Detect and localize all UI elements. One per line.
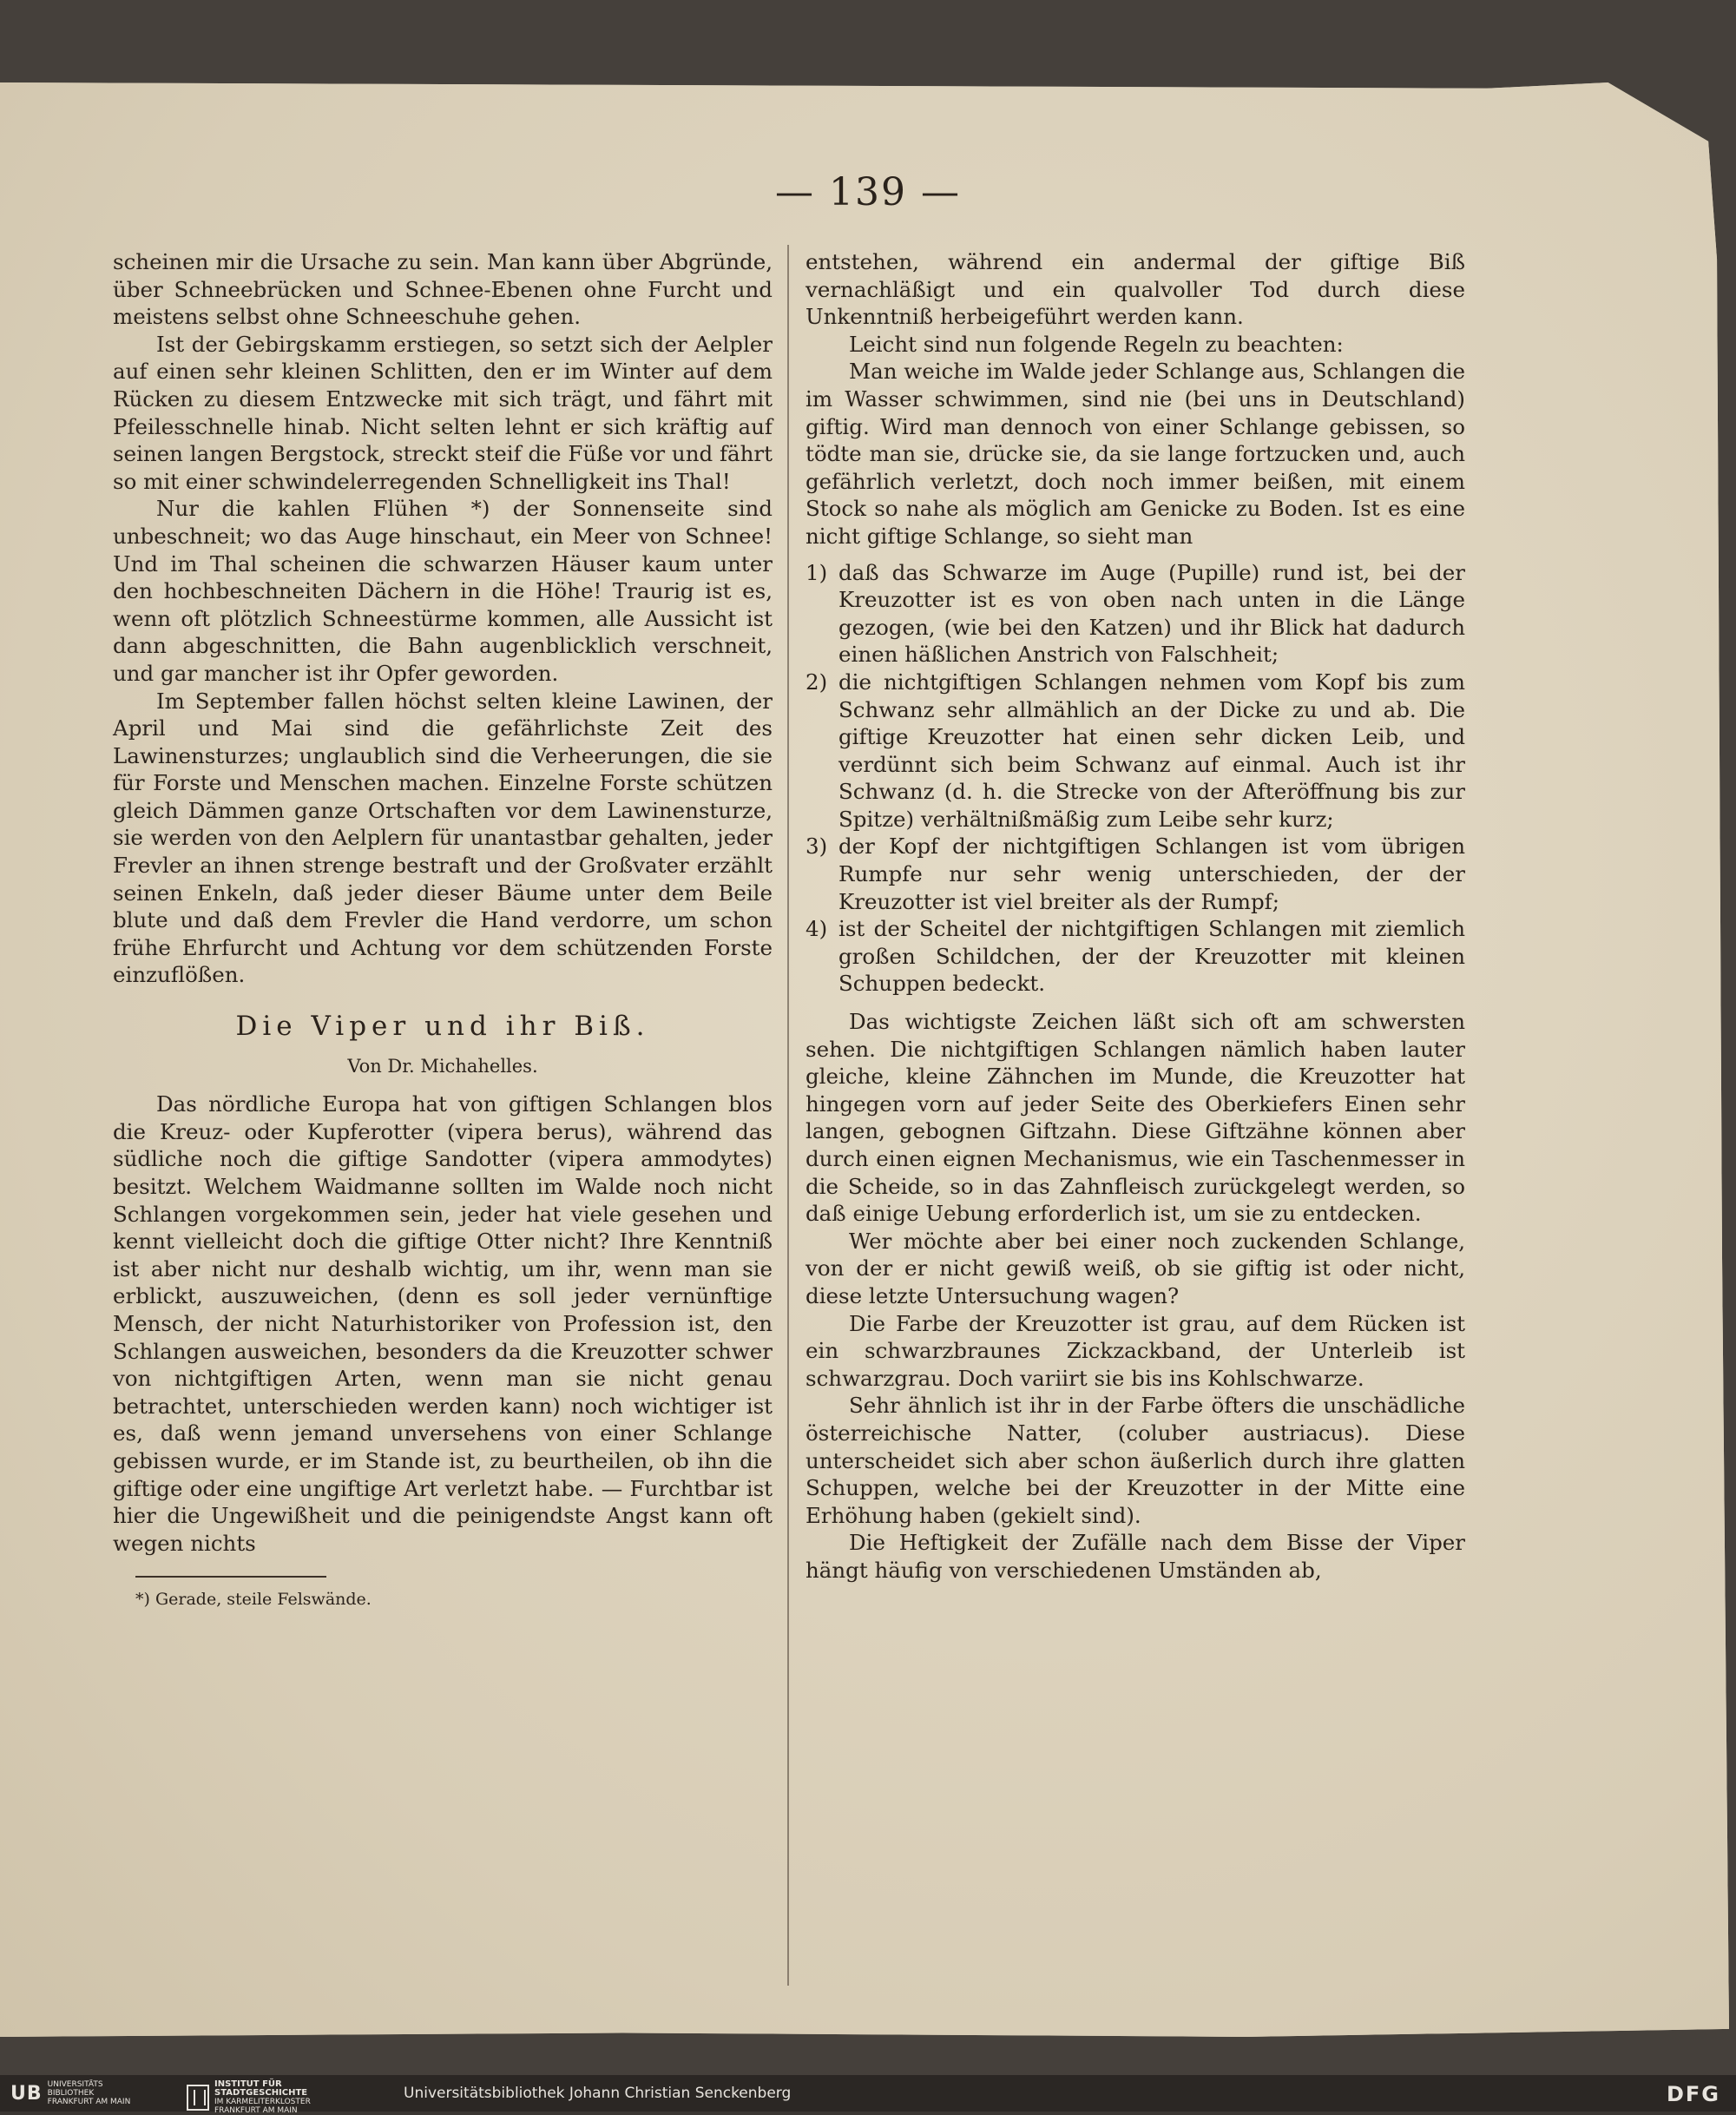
paragraph: Sehr ähnlich ist ihr in der Farbe öfters die unschädliche österreichische Natter, (coluber austriacus). Diese unterscheidet sich aber schon äußerlich durch ihre glatten Schuppen, welche bei der Kreuzotter in der Mitte eine Erhöhung haben (gekielt sind). bbox=[806, 1393, 1465, 1528]
footnote-rule bbox=[135, 1576, 326, 1578]
list-text: daß das Schwarze im Auge (Pupille) rund ist, bei der Kreuzotter ist es von oben nach unten in die Länge gezogen, (wie bei den Katzen) und ihr Blick hat dadurch einen häßlichen Anstrich von Falschheit; bbox=[838, 559, 1465, 668]
institute-line: STADTGESCHICHTE bbox=[214, 2088, 308, 2098]
footer-bar bbox=[0, 2075, 1736, 2115]
ub-logo[interactable] bbox=[10, 2080, 130, 2106]
paragraph: Die Heftigkeit der Zufälle nach dem Bisse der Viper hängt häufig von verschiedenen Umständen ab, bbox=[806, 1530, 1465, 1583]
institute-mark-icon bbox=[187, 2085, 209, 2111]
section-title: Die Viper und ihr Biß. bbox=[235, 1011, 650, 1043]
paragraph: Ist der Gebirgskamm erstiegen, so setzt sich der Aelpler auf einen sehr kleinen Schlitten, den er im Winter auf dem Rücken zu diesem Entzwecke mit sich trägt, und fährt mit Pfeilesschnelle hinab. Nicht selten lehnt er sich kräftig auf seinen langen Bergstock, streckt steif die Füße vor und fährt so mit einer schwindelerregenden Schnelligkeit ins Thal! bbox=[113, 331, 773, 494]
paragraph: entstehen, während ein andermal der giftige Biß vernachläßigt und ein qualvoller Tod durch diese Unkenntniß herbeigeführt werden kann. bbox=[806, 249, 1465, 330]
paragraph: Das wichtigste Zeichen läßt sich oft am schwersten sehen. Die nichtgiftigen Schlangen nämlich haben lauter gleiche, kleine Zähnchen im Munde, die Kreuzotter hat hingegen vorn auf jeder Seite des Oberkiefers Einen sehr langen, gebognen Giftzahn. Diese Giftzähne können aber durch einen eignen Mechanismus, wie ein Taschenmesser in die Scheide, so in das Zahnfleisch zurückgelegt werden, so daß einige Uebung erforderlich ist, um sie zu entdecken. bbox=[806, 1009, 1465, 1227]
list-item bbox=[806, 833, 1465, 915]
paragraph: Die Farbe der Kreuzotter ist grau, auf dem Rücken ist ein schwarzbraunes Zickzackband, der Unterleib ist schwarzgrau. Doch variirt sie bis ins Kohlschwarze. bbox=[806, 1310, 1465, 1391]
ub-text bbox=[48, 2080, 131, 2106]
list-item bbox=[806, 669, 1465, 833]
dfg-logo[interactable]: DFG bbox=[1666, 2082, 1720, 2106]
institute-line: FRANKFURT AM MAIN bbox=[214, 2106, 298, 2115]
list-number: 2) bbox=[806, 669, 828, 695]
paragraph: Nur die kahlen Flühen *) der Sonnenseite sind unbeschneit; wo das Auge hinschaut, ein Meer von Schnee! Und im Thal scheinen die schwarzen Häuser kaum unter den hochbeschneiten Dächern in die Höhe! Traurig ist es, wenn oft plötzlich Schneestürme kommen, alle Aussicht ist dann abgeschnitten, die Bahn augenblicklich verschneit, und gar mancher ist ihr Opfer geworden. bbox=[113, 496, 773, 686]
list-text: die nichtgiftigen Schlangen nehmen vom Kopf bis zum Schwanz sehr allmählich an der Dicke zu und ab. Die giftige Kreuzotter hat einen sehr dicken Leib, und verdünnt sich beim Schwanz auf einmal. Auch ist ihr Schwanz (d. h. die Strecke von der Afteröffnung bis zur Spitze) verhältnißmäßig zum Leibe sehr kurz; bbox=[838, 669, 1465, 832]
list-item bbox=[806, 559, 1465, 669]
institute-line: INSTITUT FÜR bbox=[214, 2079, 282, 2089]
ub-line: FRANKFURT AM MAIN bbox=[47, 2098, 131, 2106]
paragraph: Wer möchte aber bei einer noch zuckenden Schlange, von der er nicht gewiß weiß, ob sie giftig ist oder nicht, diese letzte Untersuchung wagen? bbox=[806, 1228, 1465, 1308]
list-text: der Kopf der nichtgiftigen Schlangen ist vom übrigen Rumpfe nur sehr wenig unterschieden, der der Kreuzotter ist viel breiter als der Rumpf; bbox=[838, 833, 1465, 914]
paragraph: Im September fallen höchst selten kleine Lawinen, der April und Mai sind die gefährlichste Zeit des Lawinensturzes; unglaublich sind die Verheerungen, die sie für Forste und Menschen machen. Einzelne Forste schützen gleich Dämmen ganze Ortschaften vor dem Lawinensturze, sie werden von den Aelplern für unantastbar gehalten, jeder Frevler an ihnen strenge bestraft und der Großvater erzählt seinen Enkeln, daß jeder dieser Bäume unter dem Beile blute und daß dem Frevler die Hand verdorre, um schon frühe Ehrfurcht und Achtung vor dem schützenden Forste einzuflößen. bbox=[113, 688, 773, 988]
institute-text bbox=[214, 2080, 311, 2115]
ub-mark: UB bbox=[10, 2082, 43, 2105]
right-column bbox=[806, 248, 1465, 1585]
page-number: — 139 — bbox=[775, 170, 961, 214]
ub-line: BIBLIOTHEK bbox=[47, 2089, 95, 2098]
left-column bbox=[113, 248, 773, 1614]
list-text: ist der Scheitel der nichtgiftigen Schlangen mit ziemlich großen Schildchen, der der Kreuzotter mit kleinen Schuppen bedeckt. bbox=[838, 916, 1465, 997]
paragraph: Leicht sind nun folgende Regeln zu beachten: bbox=[849, 331, 1344, 357]
footer-library-name: Universitätsbibliothek Johann Christian Senckenberg bbox=[404, 2085, 792, 2102]
byline: Von Dr. Michahelles. bbox=[347, 1055, 538, 1077]
paragraph: scheinen mir die Ursache zu sein. Man kann über Abgründe, über Schneebrücken und Schnee-Ebenen ohne Furcht und meistens selbst ohne Schneeschuhe gehen. bbox=[113, 249, 773, 330]
list-item bbox=[806, 915, 1465, 998]
institute-line: IM KARMELITERKLOSTER bbox=[214, 2098, 311, 2106]
footnote: *) Gerade, steile Felswände. bbox=[135, 1590, 372, 1610]
ub-line: UNIVERSITÄTS bbox=[47, 2080, 103, 2089]
list-number: 1) bbox=[806, 559, 828, 585]
rules-list bbox=[806, 559, 1465, 998]
institute-logo[interactable] bbox=[187, 2080, 311, 2115]
paragraph: Das nördliche Europa hat von giftigen Schlangen blos die Kreuz- oder Kupferotter (vipera berus), während das südliche noch die giftige Sandotter (vipera ammodytes) besitzt. Welchem Waidmanne sollten im Walde noch nicht Schlangen vorgekommen sein, jeder hat viele gesehen und kennt vielleicht doch die giftige Otter nicht? Ihre Kenntniß ist aber nicht nur deshalb wichtig, um ihr, wenn man sie erblickt, auszuweichen, (denn es soll jeder vernünftige Mensch, der nicht Naturhistoriker von Profession ist, den Schlangen ausweichen, besonders da die Kreuzotter schwer von nichtgiftigen Arten, wenn man sie nicht genau betrachtet, unterschieden werden kann) noch wichtiger ist es, daß wenn jemand unversehens von einer Schlange gebissen wurde, er im Stande ist, zu beurtheilen, ob ihn die giftige oder eine ungiftige Art verletzt habe. — Furchtbar ist hier die Ungewißheit und die peinigendste Angst kann oft wegen nichts bbox=[113, 1091, 773, 1556]
list-number: 4) bbox=[806, 916, 828, 942]
paragraph: Man weiche im Walde jeder Schlange aus, Schlangen die im Wasser schwimmen, sind nie (bei uns in Deutschland) giftig. Wird man dennoch von einer Schlange gebissen, so tödte man sie, drücke sie, da sie lange fortzucken und, auch gefährlich verletzt, doch noch immer beißen, mit einem Stock so nahe als möglich am Genicke zu Boden. Ist es eine nicht giftige Schlange, so sieht man bbox=[806, 359, 1465, 549]
column-divider bbox=[787, 245, 789, 1986]
list-number: 3) bbox=[806, 833, 828, 860]
